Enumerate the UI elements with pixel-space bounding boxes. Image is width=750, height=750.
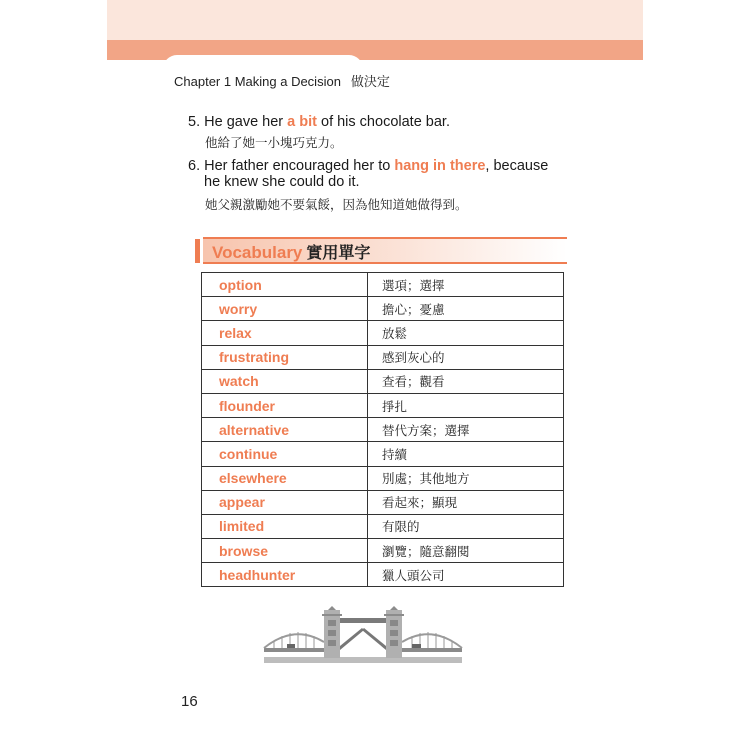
page-number: 16 xyxy=(181,693,198,710)
table-row xyxy=(202,466,564,490)
example-sentence-6 xyxy=(188,158,548,190)
road-right xyxy=(402,648,462,652)
table-row xyxy=(202,539,564,563)
vocab-word: frustrating xyxy=(202,345,368,369)
vocab-word: watch xyxy=(202,369,368,393)
water xyxy=(264,657,462,663)
table-row xyxy=(202,297,564,321)
vocab-meaning: 感到灰心的 xyxy=(368,345,564,369)
tower-bridge-illustration xyxy=(262,606,464,668)
vocab-meaning: 有限的 xyxy=(368,514,564,538)
car xyxy=(287,644,295,648)
sentence-highlight-phrase: a bit xyxy=(287,114,317,130)
vocab-word: flounder xyxy=(202,393,368,417)
vocab-word: continue xyxy=(202,442,368,466)
vocabulary-title-zh: 實用單字 xyxy=(306,245,371,262)
vocab-meaning: 持續 xyxy=(368,442,564,466)
table-row xyxy=(202,345,564,369)
table-row xyxy=(202,369,564,393)
sentence-text: Her father encouraged her to xyxy=(204,158,391,174)
sentence-text: He gave her xyxy=(204,114,284,130)
bascule-left xyxy=(340,628,364,650)
vocab-meaning: 擔心；憂慮 xyxy=(368,297,564,321)
suspension-cable-right xyxy=(402,634,462,648)
vocab-word: limited xyxy=(202,514,368,538)
upper-walkway xyxy=(332,618,394,623)
vocab-meaning: 替代方案；選擇 xyxy=(368,418,564,442)
car xyxy=(412,644,421,648)
sentence-text-line2: he knew she could do it. xyxy=(204,174,360,190)
table-row xyxy=(202,393,564,417)
right-tower xyxy=(384,606,404,658)
vocabulary-title xyxy=(212,240,370,263)
divider xyxy=(203,237,567,239)
vocabulary-header-stripe xyxy=(195,239,200,263)
sentence-highlight-phrase: hang in there xyxy=(394,158,486,174)
vocab-word: option xyxy=(202,273,368,297)
vocab-word: elsewhere xyxy=(202,466,368,490)
table-row xyxy=(202,563,564,587)
vocab-word: headhunter xyxy=(202,563,368,587)
vocab-word: appear xyxy=(202,490,368,514)
vocab-word: worry xyxy=(202,297,368,321)
chapter-heading xyxy=(174,71,390,90)
vocab-meaning: 別處；其他地方 xyxy=(368,466,564,490)
table-row xyxy=(202,442,564,466)
road-left xyxy=(264,648,324,652)
sentence-text: , because xyxy=(485,158,549,174)
bascule-right xyxy=(362,628,386,650)
vocab-meaning: 瀏覽；隨意翻閱 xyxy=(368,539,564,563)
vocabulary-title-en: Vocabulary xyxy=(212,243,303,262)
vocab-meaning: 獵人頭公司 xyxy=(368,563,564,587)
chapter-title-en: Chapter 1 Making a Decision xyxy=(174,74,341,89)
sentence-text: of his chocolate bar. xyxy=(321,114,450,130)
left-tower xyxy=(322,606,342,658)
sentence-5-translation: 他給了她一小塊巧克力。 xyxy=(205,136,343,150)
table-row xyxy=(202,514,564,538)
vocab-meaning: 掙扎 xyxy=(368,393,564,417)
header-band-light xyxy=(107,0,643,40)
sentence-number: 6. xyxy=(188,158,201,174)
table-row xyxy=(202,418,564,442)
vocabulary-table xyxy=(201,272,564,587)
vocab-meaning: 選項；選擇 xyxy=(368,273,564,297)
vocab-meaning: 放鬆 xyxy=(368,321,564,345)
chapter-title-zh: 做決定 xyxy=(350,74,390,89)
vocabulary-header xyxy=(195,237,567,264)
vocab-word: browse xyxy=(202,539,368,563)
sentence-6-translation: 她父親激勵她不要氣餒，因為他知道她做得到。 xyxy=(205,198,468,212)
example-sentence-5 xyxy=(188,114,450,130)
sentence-number: 5. xyxy=(188,114,201,130)
table-row xyxy=(202,273,564,297)
vocab-meaning: 看起來；顯現 xyxy=(368,490,564,514)
vocab-meaning: 查看；觀看 xyxy=(368,369,564,393)
table-row xyxy=(202,321,564,345)
vocab-word: relax xyxy=(202,321,368,345)
table-row xyxy=(202,490,564,514)
vocab-word: alternative xyxy=(202,418,368,442)
